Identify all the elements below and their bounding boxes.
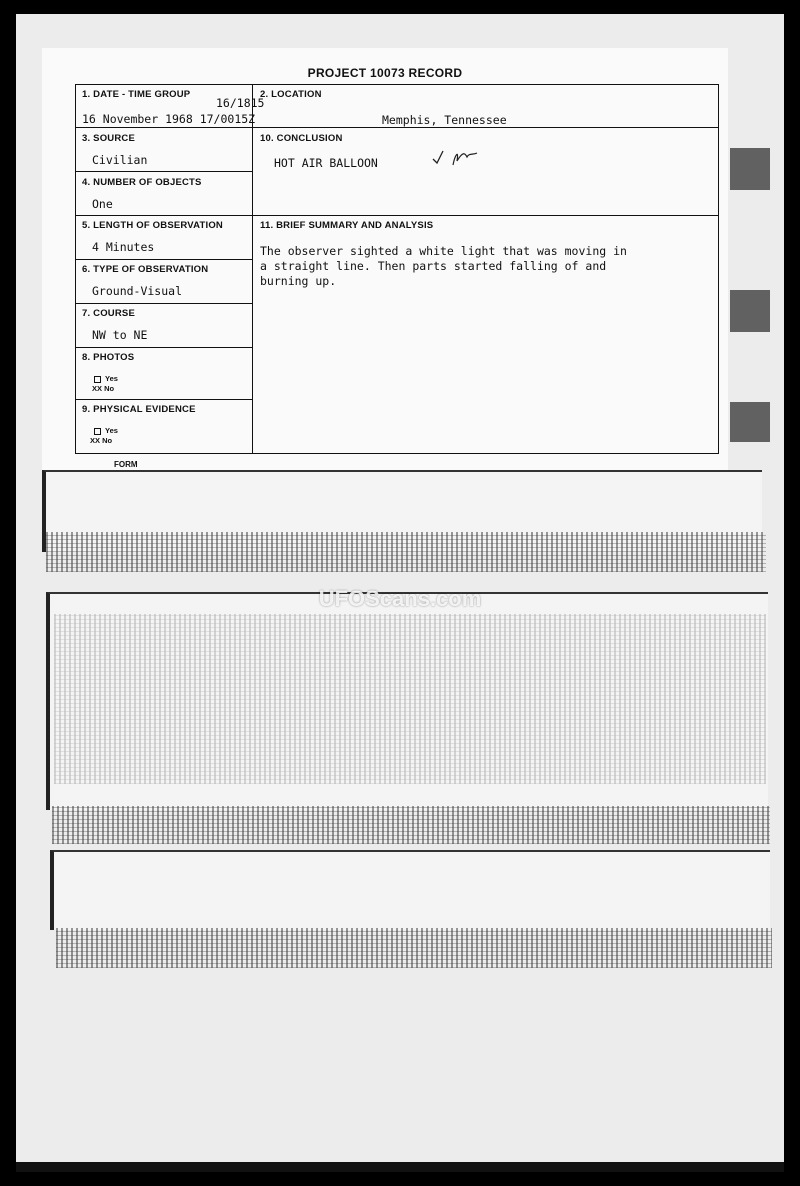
photos-yes-option: Yes [94,374,118,383]
physical-evidence-yes-option: Yes [94,426,118,435]
physical-evidence-no-mark: XX [90,436,101,445]
conclusion-value: HOT AIR BALLOON [274,156,378,170]
date-time-value: 16 November 1968 17/0015Z [82,112,256,126]
photos-no-mark: XX [92,384,103,393]
card-edge-strip [730,402,770,442]
row-divider [76,347,252,348]
number-of-objects-label: 4. NUMBER OF OBJECTS [82,177,202,188]
location-value: Memphis, Tennessee [382,113,507,127]
row-divider [76,259,252,260]
record-title: PROJECT 10073 RECORD [307,66,463,80]
source-label: 3. SOURCE [82,133,136,144]
date-time-label: 1. DATE - TIME GROUP [82,89,191,100]
type-of-observation-value: Ground-Visual [92,284,183,298]
location-label: 2. LOCATION [260,89,322,100]
course-label: 7. COURSE [82,308,136,319]
page-bottom-edge [16,1162,784,1172]
photos-no-option: XX No [92,384,115,393]
row-divider [76,127,718,128]
source-value: Civilian [92,153,148,167]
length-of-observation-label: 5. LENGTH OF OBSERVATION [82,220,223,231]
card-edge-strip [730,148,770,190]
physical-evidence-no-option: XX No [90,436,113,445]
handwritten-initials [431,145,481,169]
summary-line-1: The observer sighted a white light that was moving in [260,244,627,258]
length-of-observation-value: 4 Minutes [92,240,155,254]
photos-yes-checkbox [94,376,101,383]
scan-noise-band [52,806,770,844]
number-of-objects-value: One [92,197,113,211]
summary-label: 11. BRIEF SUMMARY AND ANALYSIS [260,220,434,231]
row-divider [76,215,718,216]
summary-line-3: burning up. [260,274,337,288]
type-of-observation-label: 6. TYPE OF OBSERVATION [82,264,209,275]
row-divider [76,171,252,172]
watermark: UFOScans.com [318,586,482,611]
scan-noise-area [54,614,766,784]
row-divider [76,303,252,304]
card-edge-strip [730,290,770,332]
record-grid [75,84,719,454]
summary-line-2: a straight line. Then parts started falling of and [260,259,607,273]
physical-evidence-label: 9. PHYSICAL EVIDENCE [82,404,196,415]
project-record-card [42,48,728,484]
physical-evidence-yes-checkbox [94,428,101,435]
course-value: NW to NE [92,328,148,342]
date-time-top-value: 16/1815 [216,96,265,110]
scan-noise-band [56,928,772,968]
scan-noise-band [46,532,766,572]
form-label: FORM [114,460,138,469]
photos-label: 8. PHOTOS [82,352,135,363]
column-divider [252,85,253,453]
stacked-card-3 [50,850,770,930]
row-divider [76,399,252,400]
conclusion-label: 10. CONCLUSION [260,133,343,144]
